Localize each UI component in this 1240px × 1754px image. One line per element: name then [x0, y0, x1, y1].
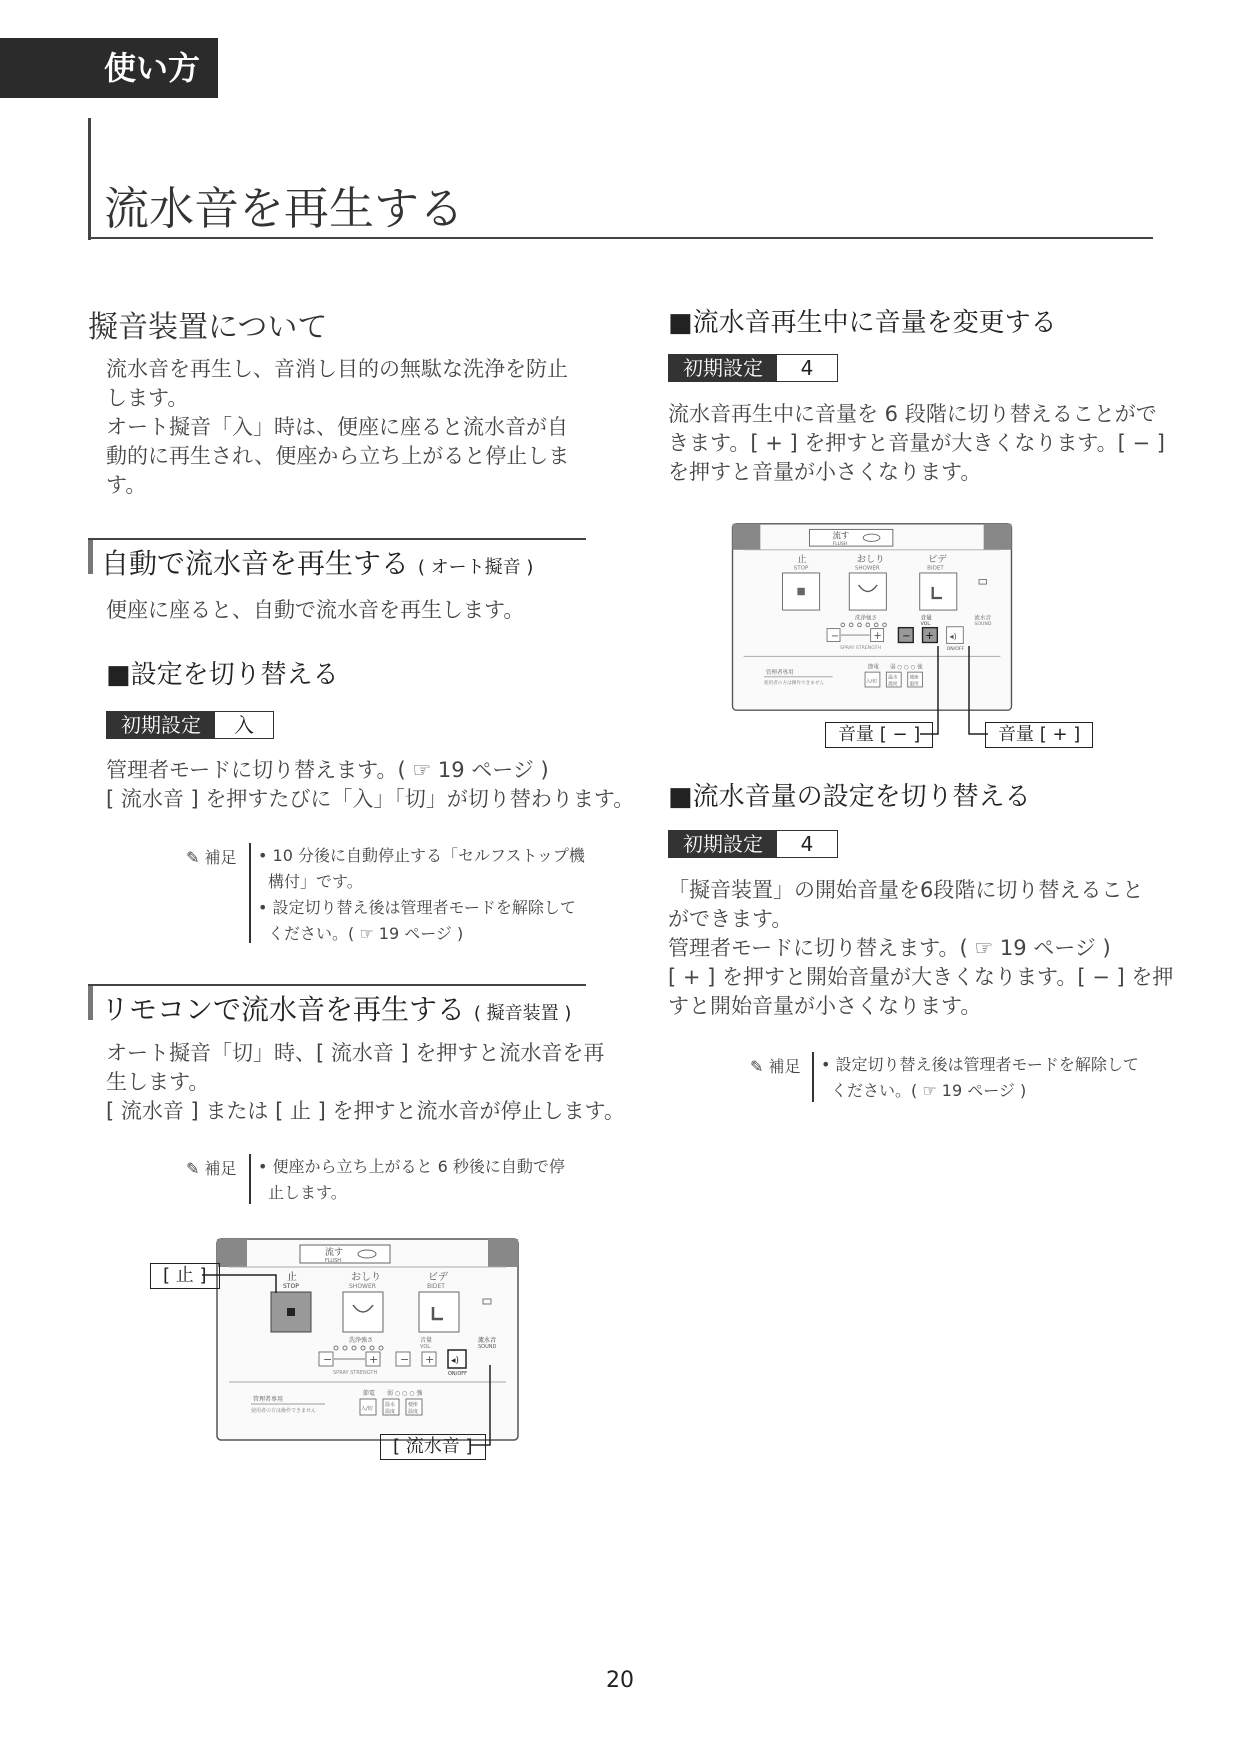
- auto-subheading: ■設定を切り替える: [106, 660, 339, 690]
- title-rule-vertical: [88, 118, 91, 240]
- setvol-text: 「擬音装置」の開始音量を6段階に切り替えること ができます。 管理者モードに切り替えます。( ☞ 19 ページ ) [ + ] を押すと開始音量が大きくなります。[ − ] を押 すと開始音量が小さくなります。: [668, 878, 1174, 1018]
- svg-text:弱 ○ ○ ○ 強: 弱 ○ ○ ○ 強: [890, 664, 923, 671]
- remote-section-marker: [88, 986, 93, 1020]
- svg-text:STOP: STOP: [283, 1283, 299, 1290]
- svg-text:使用者の方は操作できません: 使用者の方は操作できません: [764, 681, 825, 687]
- setvol-note-bar: [812, 1052, 814, 1102]
- remote-section-rule: [88, 984, 586, 986]
- section-tag: 使い方: [0, 38, 218, 98]
- svg-text:ビデ: ビデ: [928, 553, 947, 565]
- remote-note-label: ✎ 補足: [186, 1159, 237, 1178]
- remote-note: • 便座から立ち上がると 6 秒後に自動で停 止します。: [258, 1157, 565, 1202]
- svg-text:−: −: [902, 630, 911, 642]
- svg-text:管理者専用: 管理者専用: [765, 670, 794, 676]
- remote-section-title: リモコンで流水音を再生する ( 擬音装置 ): [101, 993, 572, 1026]
- vol-text: 流水音再生中に音量を 6 段階に切り替えることがで きます。[ + ] を押すと音量が大きくなります。[ − ] を押すと音量が小さくなります。: [668, 402, 1165, 484]
- svg-text:ビデ: ビデ: [428, 1272, 448, 1283]
- svg-text:温度: 温度: [385, 1409, 396, 1415]
- svg-text:おしり: おしり: [856, 553, 885, 565]
- svg-text:STOP: STOP: [793, 565, 809, 572]
- svg-text:BIDET: BIDET: [427, 1283, 445, 1290]
- svg-text:入/切: 入/切: [865, 679, 877, 685]
- vol-subheading: ■流水音再生中に音量を変更する: [668, 308, 1057, 338]
- callout-vol-minus: 音量 [ − ]: [825, 722, 933, 748]
- bidet-button[interactable]: [920, 573, 957, 610]
- auto-initial-setting: 初期設定 入: [106, 711, 274, 739]
- svg-text:入/切: 入/切: [361, 1406, 373, 1412]
- setvol-note-label: ✎ 補足: [750, 1057, 801, 1076]
- svg-text:温度: 温度: [408, 1409, 419, 1415]
- svg-text:SHOWER: SHOWER: [854, 565, 880, 572]
- svg-text:洗浄強さ: 洗浄強さ: [349, 1337, 374, 1344]
- svg-text:FLUSH: FLUSH: [832, 542, 848, 548]
- svg-text:止: 止: [287, 1272, 297, 1283]
- svg-text:ON/OFF: ON/OFF: [946, 646, 965, 652]
- svg-text:SHOWER: SHOWER: [349, 1283, 376, 1290]
- page-title: 流水音を再生する: [104, 182, 465, 235]
- callout-vol-plus: 音量 [ + ]: [985, 722, 1093, 748]
- auto-section-title: 自動で流水音を再生する ( オート擬音 ): [101, 547, 534, 580]
- svg-text:温度: 温度: [909, 682, 919, 688]
- svg-text:弱 ○ ○ ○ 強: 弱 ○ ○ ○ 強: [387, 1390, 423, 1397]
- auto-steps: 管理者モードに切り替えます。( ☞ 19 ページ ) [ 流水音 ] を押すたびに「入」「切」が切り替わります。: [106, 758, 635, 811]
- auto-section-rule: [88, 538, 586, 540]
- svg-text:使用者の方は操作できません: 使用者の方は操作できません: [251, 1408, 317, 1414]
- svg-text:音量: 音量: [420, 1337, 433, 1344]
- setvol-initial-setting: 初期設定 4: [668, 830, 838, 858]
- svg-text:−: −: [830, 630, 840, 642]
- svg-text:SOUND: SOUND: [478, 1344, 497, 1350]
- callout-stop: [ 止 ]: [150, 1263, 220, 1289]
- setvol-note: • 設定切り替え後は管理者モードを解除して ください。( ☞ 19 ページ ): [821, 1055, 1139, 1100]
- callout-sound: [ 流水音 ]: [380, 1434, 486, 1460]
- svg-text:流す: 流す: [325, 1248, 344, 1258]
- about-text: 流水音を再生し、音消し目的の無駄な洗浄を防止 します。 オート擬音「入」時は、便座に座ると流水音が自 動的に再生され、便座から立ち上がると停止しま す。: [106, 357, 570, 497]
- svg-text:節電: 節電: [867, 664, 879, 671]
- svg-text:温水: 温水: [888, 675, 898, 681]
- svg-text:+: +: [425, 1353, 435, 1366]
- svg-text:−: −: [400, 1353, 410, 1366]
- svg-text:洗浄強さ: 洗浄強さ: [854, 615, 878, 622]
- svg-text:VOL.: VOL.: [920, 621, 932, 627]
- svg-text:VOL.: VOL.: [420, 1344, 432, 1350]
- about-heading: 擬音装置について: [88, 310, 328, 345]
- svg-text:+: +: [925, 630, 934, 642]
- auto-section-marker: [88, 540, 93, 574]
- svg-text:おしり: おしり: [351, 1272, 381, 1283]
- svg-text:BIDET: BIDET: [927, 565, 944, 572]
- svg-text:音量: 音量: [920, 615, 932, 622]
- setvol-subheading: ■流水音量の設定を切り替える: [668, 782, 1031, 812]
- svg-text:管理者専用: 管理者専用: [253, 1396, 284, 1403]
- svg-text:止: 止: [797, 553, 807, 565]
- svg-text:流す: 流す: [832, 530, 850, 541]
- remote-text: オート擬音「切」時、[ 流水音 ] を押すと流水音を再 生します。 [ 流水音 ] または [ 止 ] を押すと流水音が停止します。: [106, 1041, 625, 1123]
- svg-text:便座: 便座: [408, 1402, 419, 1408]
- svg-text:流水音: 流水音: [478, 1337, 497, 1344]
- svg-text:◂): ◂): [949, 630, 957, 641]
- svg-text:−: −: [323, 1353, 333, 1366]
- vol-initial-setting: 初期設定 4: [668, 354, 838, 382]
- svg-text:+: +: [369, 1353, 379, 1366]
- svg-text:FLUSH: FLUSH: [325, 1258, 342, 1264]
- svg-text:温水: 温水: [385, 1402, 396, 1408]
- svg-text:流水音: 流水音: [974, 615, 992, 622]
- auto-note-bar: [249, 843, 251, 943]
- svg-text:ON/OFF: ON/OFF: [448, 1371, 468, 1377]
- svg-text:便座: 便座: [909, 675, 919, 681]
- svg-text:節電: 節電: [363, 1390, 376, 1397]
- svg-text:SPRAY STRENGTH: SPRAY STRENGTH: [840, 645, 881, 651]
- auto-note: • 10 分後に自動停止する「セルフストップ機 構付」です。 • 設定切り替え後は管理者モードを解除して ください。( ☞ 19 ページ ): [258, 846, 585, 943]
- page-number: 20: [606, 1668, 634, 1693]
- remote-note-bar: [249, 1154, 251, 1204]
- svg-text:SPRAY STRENGTH: SPRAY STRENGTH: [333, 1370, 378, 1376]
- auto-note-label: ✎ 補足: [186, 848, 237, 867]
- title-rule-horizontal: [88, 237, 1153, 239]
- svg-text:SOUND: SOUND: [974, 621, 992, 627]
- svg-text:+: +: [873, 630, 882, 642]
- svg-text:◂): ◂): [451, 1356, 460, 1366]
- svg-text:温度: 温度: [888, 682, 898, 688]
- auto-text: 便座に座ると、自動で流水音を再生します。: [106, 598, 525, 622]
